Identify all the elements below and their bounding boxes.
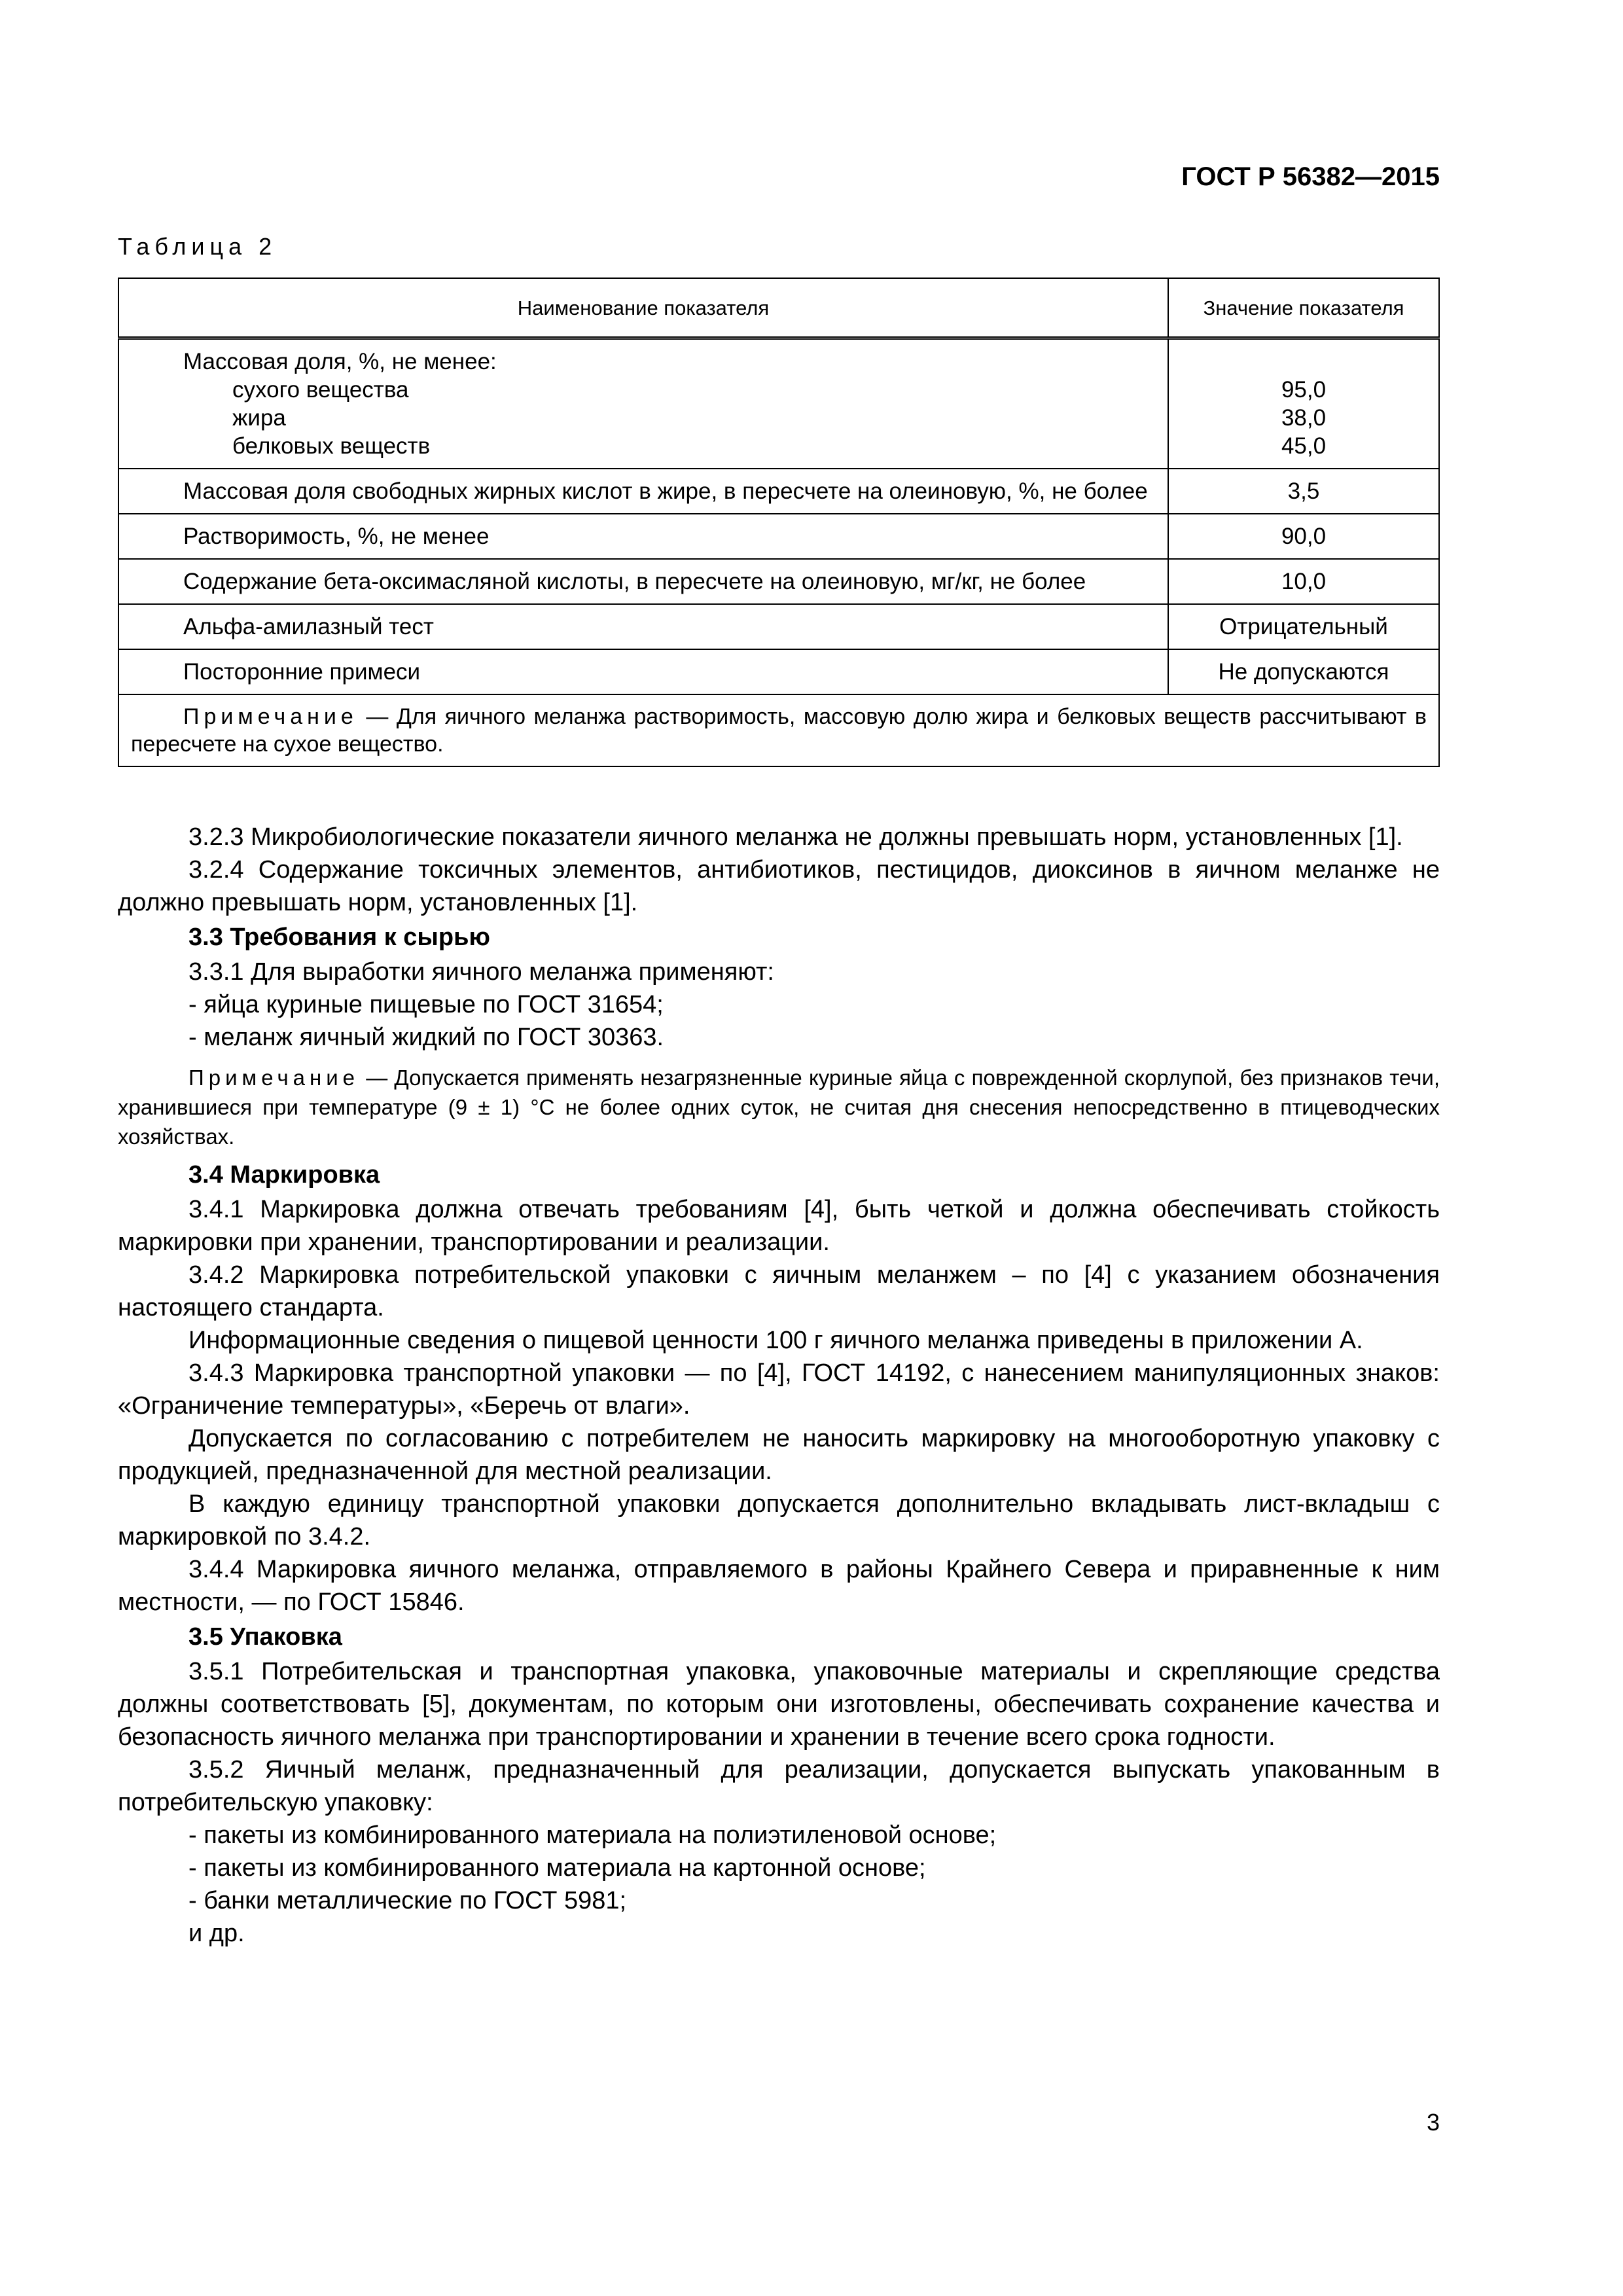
table-row — [118, 649, 1439, 694]
table-row — [118, 559, 1439, 604]
table-note-row — [118, 694, 1439, 766]
list-item: - банки металлические по ГОСТ 5981; — [188, 1887, 627, 1914]
row-label: Растворимость, %, не менее — [118, 514, 1168, 559]
table-row — [118, 469, 1439, 514]
section-heading: 3.4 Маркировка — [188, 1161, 380, 1189]
table-row — [118, 514, 1439, 559]
paragraph: 3.4.3 Маркировка транспортной упаковки — по [4], ГОСТ 14192, с нанесением манипуляционных знаков: «Ограничение температуры», «Беречь от влаги». — [118, 1359, 1440, 1420]
document-body — [118, 821, 1440, 1950]
paragraph: 3.4.2 Маркировка потребительской упаковки с яичным меланжем – по [4] с указанием обозначения настоящего стандарта. — [118, 1261, 1440, 1321]
table-row — [118, 338, 1439, 469]
list-item: - меланж яичный жидкий по ГОСТ 30363. — [188, 1024, 664, 1051]
row-value: 90,0 — [1168, 514, 1439, 559]
indicators-table — [118, 278, 1440, 767]
paragraph: 3.2.3 Микробиологические показатели яичного меланжа не должны превышать норм, установленных [1]. — [188, 823, 1403, 851]
row-sublabel: белковых веществ — [232, 433, 431, 459]
paragraph: 3.4.1 Маркировка должна отвечать требованиям [4], быть четкой и должна обеспечивать стойкость маркировки при хранении, транспортировании и реализации. — [118, 1196, 1440, 1256]
row-value: Не допускаются — [1168, 649, 1439, 694]
note-label: Примечание — [183, 704, 358, 729]
paragraph: 3.3.1 Для выработки яичного меланжа применяют: — [188, 958, 774, 986]
note-paragraph — [118, 1063, 1440, 1151]
row-sublabel: сухого вещества — [232, 377, 409, 403]
row-label: Содержание бета-оксимасляной кислоты, в пересчете на олеиновую, мг/кг, не более — [118, 559, 1168, 604]
row-value: 3,5 — [1168, 469, 1439, 514]
column-header-indicator: Наименование показателя — [118, 278, 1168, 338]
row-label: Массовая доля, %, не менее: — [183, 349, 497, 374]
paragraph: Допускается по согласованию с потребителем не наносить маркировку на многооборотную упаковку с продукцией, предназначенной для местной реализации. — [118, 1425, 1440, 1485]
page-number: 3 — [1426, 2109, 1440, 2136]
row-value: 10,0 — [1168, 559, 1439, 604]
row-value: Отрицательный — [1168, 604, 1439, 649]
paragraph: 3.2.4 Содержание токсичных элементов, антибиотиков, пестицидов, диоксинов в яичном меланже не должно превышать норм, установленных [1]. — [118, 856, 1440, 916]
note-text: — Допускается применять незагрязненные куриные яйца с поврежденной скорлупой, без признаков течи, хранившиеся при температуре (9 ± 1) °С не более одних суток, не считая дня снесения непосредственно в птицеводческих хозяйствах. — [118, 1066, 1440, 1149]
paragraph: В каждую единицу транспортной упаковки допускается дополнительно вкладывать лист-вкладыш с маркировкой по 3.4.2. — [118, 1490, 1440, 1551]
row-value: 38,0 — [1281, 405, 1327, 431]
table-row — [118, 604, 1439, 649]
row-value: 95,0 — [1281, 377, 1327, 403]
paragraph: Информационные сведения о пищевой ценности 100 г яичного меланжа приведены в приложении А. — [188, 1327, 1363, 1354]
paragraph: 3.4.4 Маркировка яичного меланжа, отправляемого в районы Крайнего Севера и приравненные к ним местности, — по ГОСТ 15846. — [118, 1556, 1440, 1616]
section-heading: 3.3 Требования к сырью — [188, 924, 490, 951]
row-label: Посторонние примеси — [118, 649, 1168, 694]
column-header-value: Значение показателя — [1168, 278, 1439, 338]
table-caption: Таблица 2 — [118, 233, 277, 260]
list-item: - яйца куриные пищевые по ГОСТ 31654; — [188, 991, 664, 1018]
list-item: и др. — [188, 1920, 245, 1947]
row-sublabel: жира — [232, 405, 286, 431]
row-value: 45,0 — [1281, 433, 1327, 459]
paragraph: 3.5.2 Яичный меланж, предназначенный для реализации, допускается выпускать упакованным в потребительскую упаковку: — [118, 1756, 1440, 1816]
document-code: ГОСТ Р 56382—2015 — [1181, 162, 1440, 191]
section-heading: 3.5 Упаковка — [188, 1623, 342, 1651]
row-label: Массовая доля свободных жирных кислот в жире, в пересчете на олеиновую, %, не более — [118, 469, 1168, 514]
note-label: Примечание — [188, 1066, 360, 1090]
note-text: — Для яичного меланжа растворимость, массовую долю жира и белковых веществ рассчитывают в пересчете на сухое вещество. — [131, 704, 1427, 757]
list-item: - пакеты из комбинированного материала на картонной основе; — [188, 1854, 926, 1882]
row-label: Альфа-амилазный тест — [118, 604, 1168, 649]
paragraph: 3.5.1 Потребительская и транспортная упаковка, упаковочные материалы и скрепляющие средства должны соответствовать [5], документам, по которым они изготовлены, обеспечивать сохранение качества и безопасность яичного меланжа при транспортировании и хранении в течение всего срока годности. — [118, 1658, 1440, 1751]
list-item: - пакеты из комбинированного материала на полиэтиленовой основе; — [188, 1821, 997, 1849]
table-note — [118, 694, 1439, 766]
